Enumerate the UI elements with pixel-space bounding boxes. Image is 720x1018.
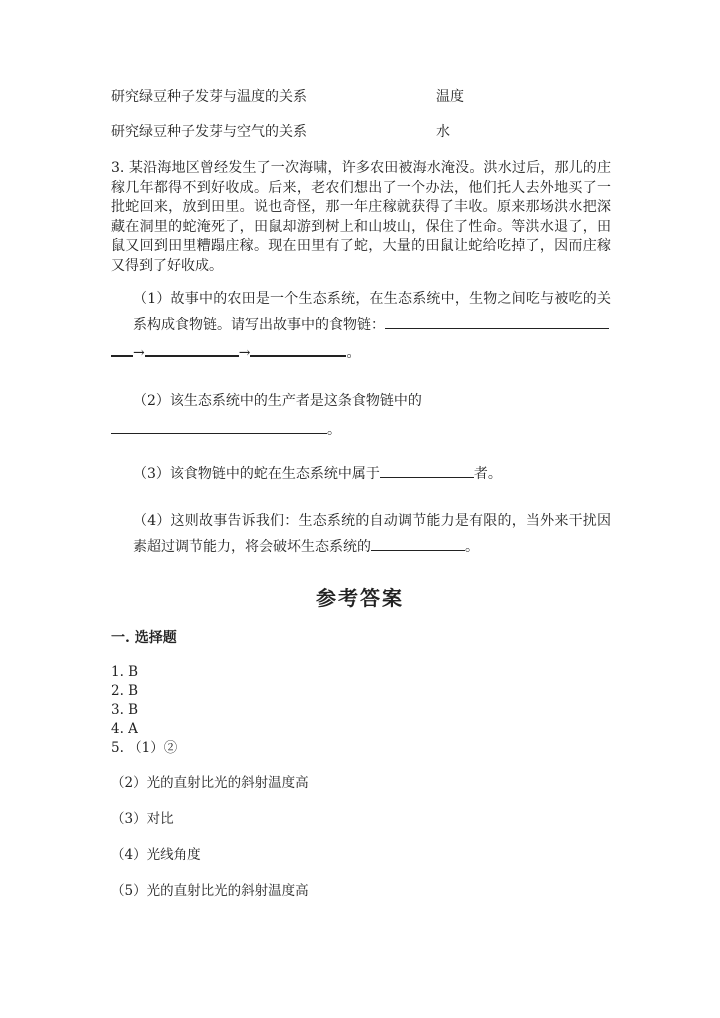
answer-blank[interactable] <box>371 535 465 551</box>
question-3-sub-4 <box>111 508 611 560</box>
answer-item: 3. B <box>111 702 139 718</box>
answer-item: 1. B <box>111 664 139 680</box>
answer-item: 4. A <box>111 721 138 737</box>
answer-blank[interactable] <box>111 418 327 434</box>
experiment-variable: 温度 <box>436 89 464 105</box>
answer-blank[interactable] <box>385 313 609 329</box>
sub-4-text: （4）这则故事告诉我们：生态系统的自动调节能力是有限的，当外来干扰因素超过调节能力，将会破坏生态系统的 <box>133 513 611 555</box>
answer-item: 5. （1）② <box>111 740 178 756</box>
answer-blank[interactable] <box>250 340 346 357</box>
sub-answer: （2）光的直射比光的斜射温度高 <box>111 775 309 791</box>
experiment-variable: 水 <box>436 124 450 140</box>
experiment-name: 研究绿豆种子发芽与温度的关系 <box>111 89 307 105</box>
arrow: → <box>238 345 251 361</box>
sub-answer: （5）光的直射比光的斜射温度高 <box>111 883 309 899</box>
section-title: 一. 选择题 <box>111 630 177 646</box>
question-3-sub-3 <box>111 461 611 487</box>
answer-item: 2. B <box>111 683 139 699</box>
question-3-sub-1 <box>111 286 611 366</box>
table-row <box>111 87 464 107</box>
period: 。 <box>465 539 479 555</box>
sub-answer: （3）对比 <box>111 811 174 827</box>
question-3-sub-2 <box>111 388 611 443</box>
question-3-stem: 3. 某沿海地区曾经发生了一次海啸，许多农田被海水淹没。洪水过后，那儿的庄稼几年都得不到好收成。后来，老农们想出了一个办法，他们托人去外地买了一批蛇回来，放到田里。说也奇怪，那一年庄稼就获得了丰收。原来那场洪水把深藏在洞里的蛇淹死了，田鼠却游到树上和山坡山，保住了性命。等洪水退了，田鼠又回到田里糟蹋庄稼。现在田里有了蛇，大量的田鼠让蛇给吃掉了，因而庄稼又得到了好收成。 <box>111 160 611 274</box>
period: 。 <box>346 345 361 361</box>
answer-title: 参考答案 <box>316 586 404 610</box>
answer-blank[interactable] <box>380 462 474 478</box>
sub-answer: （4）光线角度 <box>111 847 201 863</box>
period: 。 <box>327 422 341 438</box>
sub-3-suffix: 者。 <box>473 466 502 482</box>
sub-2-text: （2）该生态系统中的生产者是这条食物链中的 <box>133 393 422 409</box>
answer-blank[interactable] <box>145 340 239 357</box>
answer-blank[interactable] <box>111 340 133 357</box>
experiment-name: 研究绿豆种子发芽与空气的关系 <box>111 124 307 140</box>
sub-1-text: （1）故事中的农田是一个生态系统，在生态系统中，生物之间吃与被吃的关系构成食物链。请写出故事中的食物链： <box>133 291 611 333</box>
arrow: → <box>133 345 145 361</box>
sub-3-text: （3）该食物链中的蛇在生态系统中属于 <box>133 466 380 482</box>
table-row <box>111 122 450 142</box>
